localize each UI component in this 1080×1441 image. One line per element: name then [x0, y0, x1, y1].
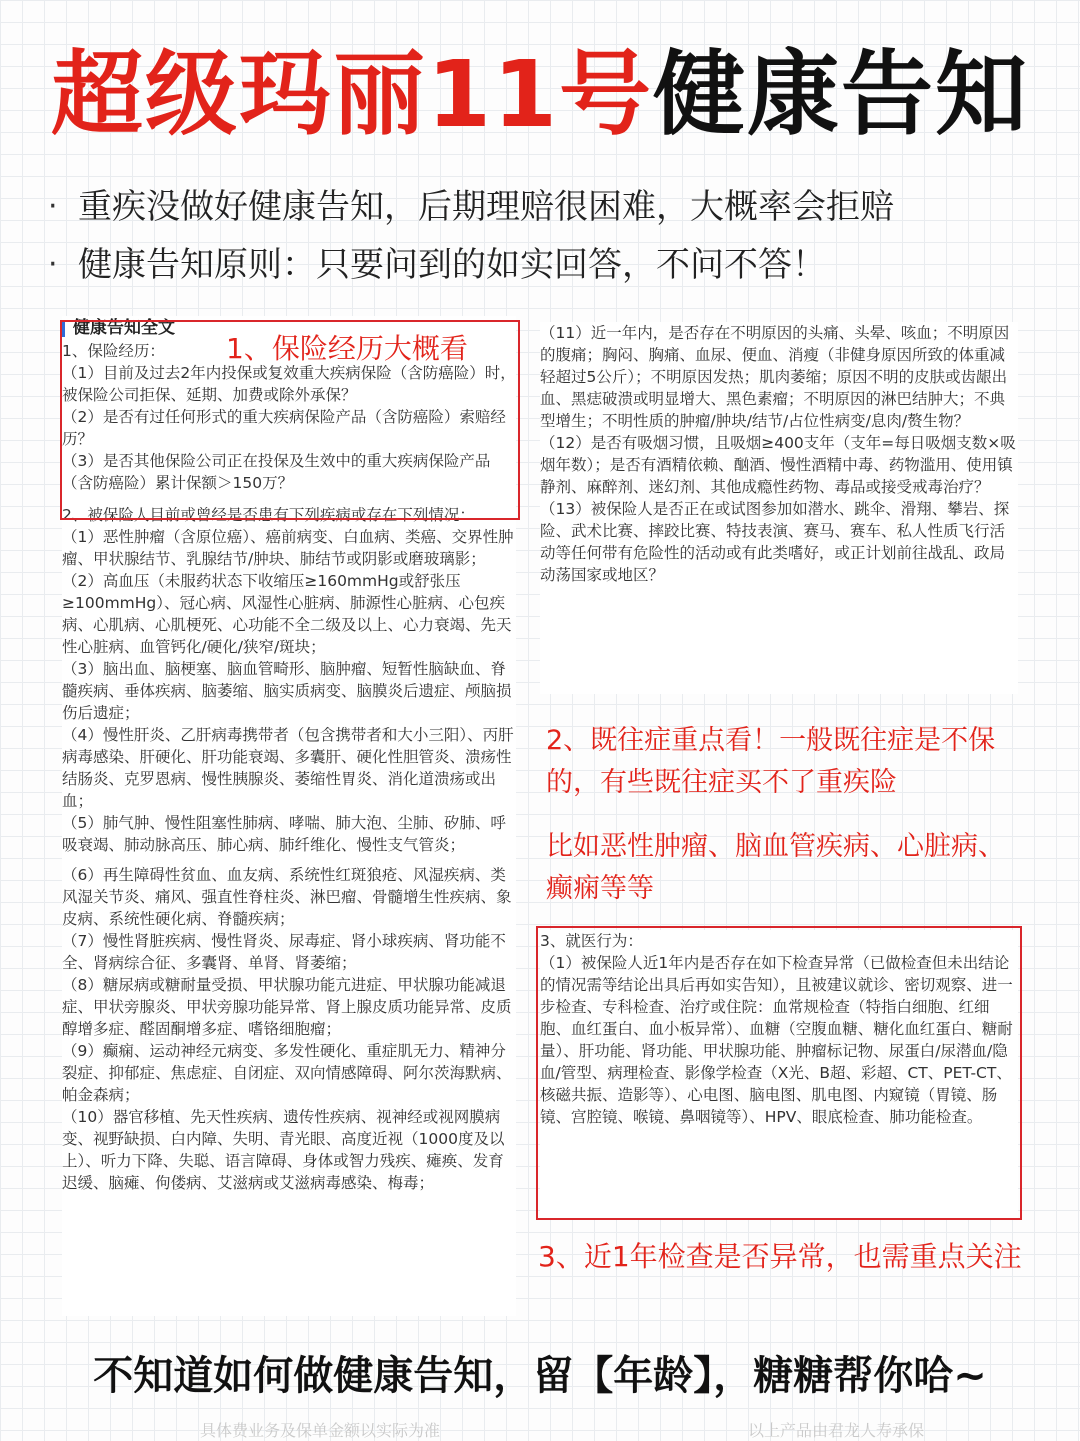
notice-paragraph: 3、就医行为： — [540, 932, 643, 950]
notice-paragraph: （2）是否有过任何形式的重大疾病保险产品（含防癌险）索赔经历？ — [62, 408, 506, 448]
page-title — [0, 40, 1080, 150]
annotation-insurance-history: 1、保险经历大概看 — [226, 332, 468, 365]
notice-paragraph: （9）癫痫、运动神经元病变、多发性硬化、重症肌无力、精神分裂症、抑郁症、焦虑症、自闭症、双向情感障碍、阿尔茨海默病、帕金森病； — [62, 1042, 512, 1104]
bullet-dot: · — [48, 189, 58, 224]
notice-paragraph: （1）目前及过去2年内投保或复效重大疾病保险（含防癌险）时，被保险公司拒保、延期、加费或除外承保？ — [62, 364, 516, 404]
title-red: 超级玛丽11号 — [50, 41, 653, 148]
notice-paragraph: （1）恶性肿瘤（含原位癌）、癌前病变、白血病、类癌、交界性肿瘤、甲状腺结节、乳腺结节/肿块、肺结节或阴影或磨玻璃影； — [62, 528, 514, 568]
bullet-item — [48, 236, 1048, 294]
notice-paragraph: （11）近一年内，是否存在不明原因的头痛、头晕、咳血；不明原因的腹痛；胸闷、胸痛、血尿、便血、消瘦（非健身原因所致的体重减轻超过5公斤）；不明原因发热；肌肉萎缩；原因不明的皮肤或齿龈出血、黑痣破溃或明显增大、黑色素瘤；不明原因的淋巴结肿大；不典型增生；不明性质的肿瘤/肿块/结节/占位性病变/息肉/赘生物？ — [540, 324, 1010, 430]
disclaimer-left: 具体费业务及保单金额以实际为准 — [200, 1421, 441, 1440]
call-to-action: 不知道如何做健康告知，留【年龄】，糖糖帮你哈~ — [93, 1353, 987, 1399]
notice-paragraph: （5）肺气肿、慢性阻塞性肺病、哮喘、肺大泡、尘肺、矽肺、呼吸衰竭、肺动脉高压、肺心病、肺纤维化、慢性支气管炎； — [62, 814, 506, 854]
notice-paragraph: （4）慢性肝炎、乙肝病毒携带者（包含携带者和大小三阳）、丙肝病毒感染、肝硬化、肝功能衰竭、多囊肝、硬化性胆管炎、溃疡性结肠炎、克罗恩病、慢性胰腺炎、萎缩性胃炎、消化道溃疡或出血； — [62, 726, 514, 810]
notice-paragraph: （7）慢性肾脏疾病、慢性肾炎、尿毒症、肾小球疾病、肾功能不全、肾病综合征、多囊肾、单肾、肾萎缩； — [62, 932, 506, 972]
notice-paragraph: （2）高血压（未服药状态下收缩压≥160mmHg或舒张压≥100mmHg）、冠心病、风湿性心脏病、肺源性心脏病、心包疾病、心肌病、心肌梗死、心功能不全二级及以上、心力衰竭、先天性心脏病、血管钙化/硬化/狭窄/斑块； — [62, 572, 512, 656]
highlight-box-medical-behavior — [536, 926, 1022, 1220]
title-black: 健康告知 — [653, 41, 1030, 148]
notice-paragraph: （6）再生障碍性贫血、血友病、系统性红斑狼疮、风湿疾病、类风湿关节炎、痛风、强直性脊柱炎、淋巴瘤、骨髓增生性疾病、象皮病、系统性硬化病、脊髓疾病； — [62, 866, 512, 928]
bullet-text: 健康告知原则：只要问到的如实回答，不问不答！ — [78, 245, 826, 285]
notice-paragraph: （3）脑出血、脑梗塞、脑血管畸形、脑肿瘤、短暂性脑缺血、脊髓疾病、垂体疾病、脑萎缩、脑实质病变、脑膜炎后遗症、颅脑损伤后遗症； — [62, 660, 512, 722]
annotation-preexisting: 2、既往症重点看！一般既往症是不保的，有些既往症买不了重疾险 — [546, 725, 996, 798]
bullet-text: 重疾没做好健康告知，后期理赔很困难，大概率会拒赔 — [78, 187, 894, 227]
notice-paragraph: （1）被保险人近1年内是否存在如下检查异常（已做检查但未出结论的情况需等结论出具后再如实告知），且被建议就诊、密切观察、进一步检查、专科检查、治疗或住院：血常规检查（特指白细胞、红细胞、血红蛋白、血小板异常）、血糖（空腹血糖、糖化血红蛋白、糖耐量）、肝功能、肾功能、甲状腺功能、肿瘤标记物、尿蛋白/尿潜血/隐血/管型、病理检查、影像学检查（X光、B超、彩超、CT、PET-CT、核磁共振、造影等）、心电图、脑电图、肌电图、内窥镜（胃镜、肠镜、宫腔镜、喉镜、鼻咽镜等）、HPV、眼底检查、肺功能检查。 — [540, 954, 1013, 1126]
notice-paragraph: （10）器官移植、先天性疾病、遗传性疾病、视神经或视网膜病变、视野缺损、白内障、失明、青光眼、高度近视（1000度及以上）、听力下降、失聪、语言障碍、身体或智力残疾、瘫痪、发育迟缓、脑瘫、佝偻病、艾滋病或艾滋病毒感染、梅毒； — [62, 1108, 505, 1192]
health-notice-right-column — [540, 322, 1018, 694]
notice-paragraph: 2、被保险人目前或曾经是否患有下列疾病或存在下列情况： — [62, 506, 475, 524]
doc-heading-text: 健康告知全文 — [73, 318, 175, 338]
notice-paragraph: 1、保险经历： — [62, 342, 165, 360]
bullet-item — [48, 178, 1048, 236]
disclaimer-right: 以上产品由君龙人寿承保 — [748, 1421, 925, 1440]
notice-paragraph: （13）被保险人是否正在或试图参加如潜水、跳伞、滑翔、攀岩、探险、武术比赛、摔跤比赛、特技表演、赛马、赛车、私人性质飞行活动等任何带有危险性的活动或有此类嗜好，或正计划前往战乱、政局动荡国家或地区？ — [540, 500, 1010, 584]
bullet-dot: · — [48, 247, 58, 282]
bullet-list — [48, 178, 1048, 294]
annotation-examples: 比如恶性肿瘤、脑血管疾病、心脏病、癫痫等等 — [546, 831, 1005, 904]
notice-paragraph: （12）是否有吸烟习惯，且吸烟≥400支年（支年=每日吸烟支数×吸烟年数）；是否有酒精依赖、酗酒、慢性酒精中毒、药物滥用、使用镇静剂、麻醉剂、迷幻剂、其他成瘾性药物、毒品或接受戒毒治疗？ — [540, 434, 1016, 496]
notice-paragraph: （3）是否其他保险公司正在投保及生效中的重大疾病保险产品（含防癌险）累计保额＞150万？ — [62, 452, 491, 492]
notice-paragraph: （8）糖尿病或糖耐量受损、甲状腺功能亢进症、甲状腺功能减退症、甲状旁腺炎、甲状旁腺功能异常、肾上腺皮质功能异常、皮质醇增多症、醛固酮增多症、嗜铬细胞瘤； — [62, 976, 512, 1038]
annotation-checkup: 3、近1年检查是否异常，也需重点关注 — [538, 1240, 1022, 1273]
